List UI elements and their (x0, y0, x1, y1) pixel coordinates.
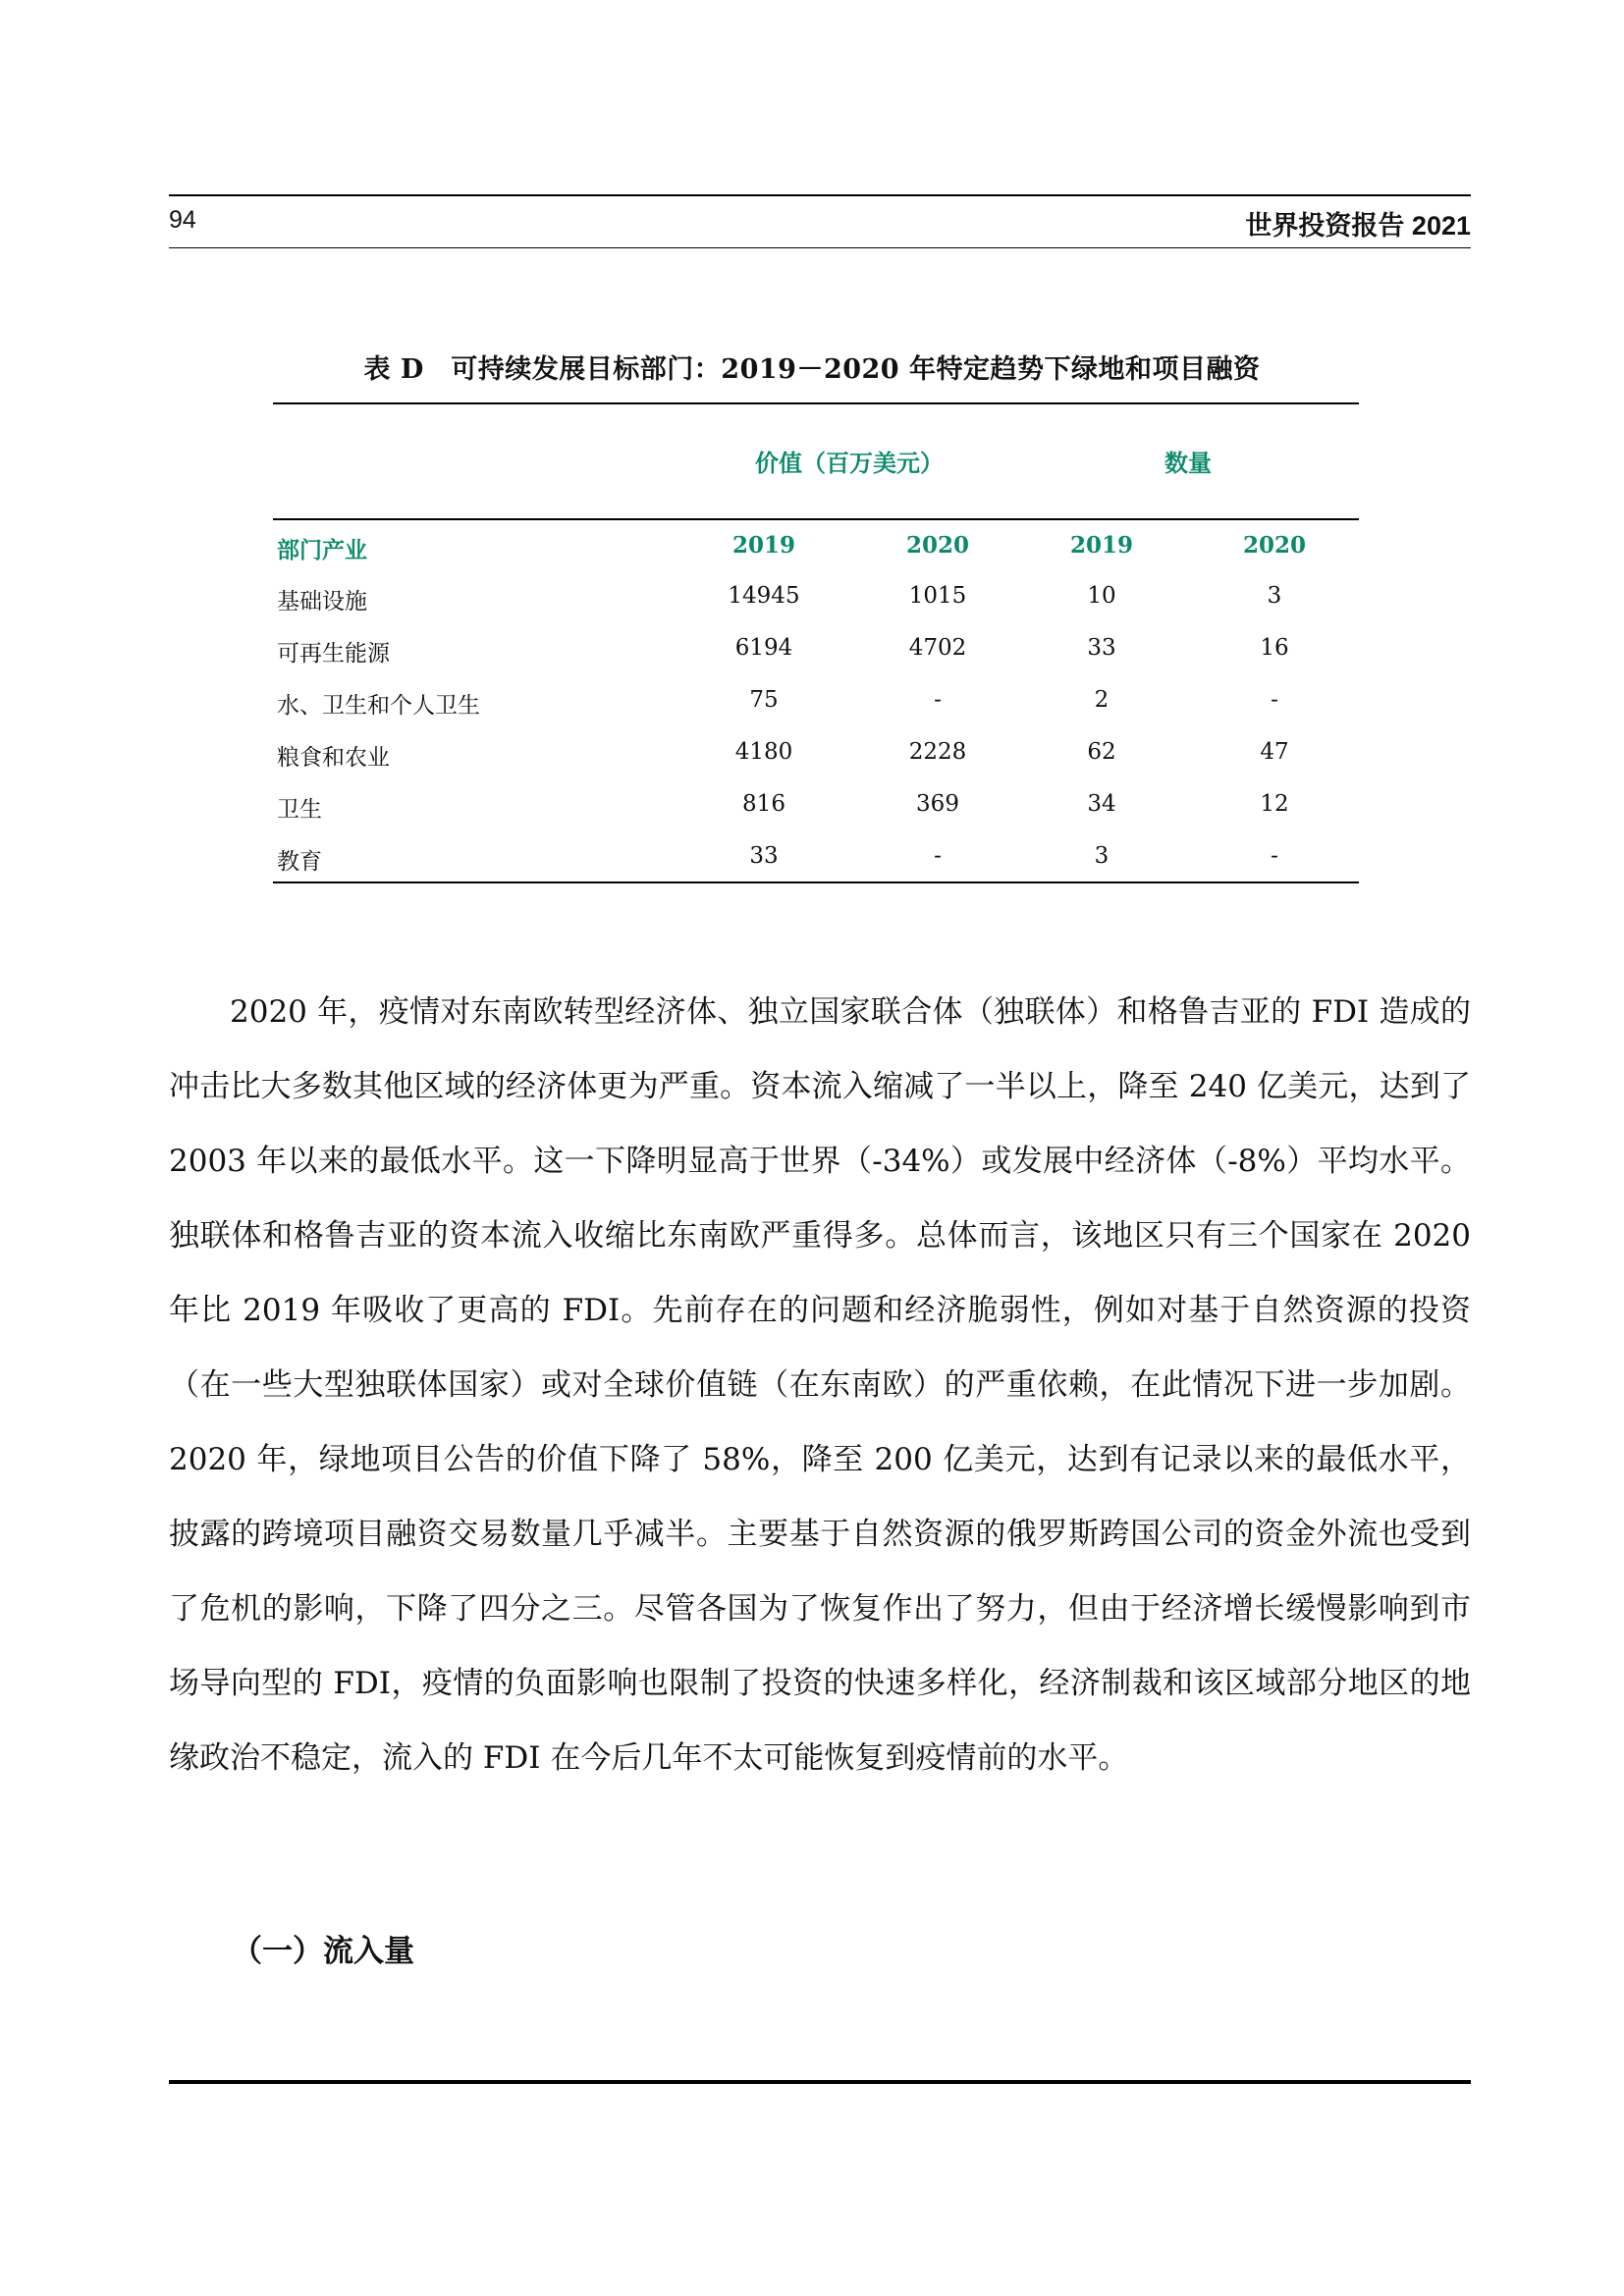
value-2020: 2228 (908, 739, 967, 765)
count-2020: 47 (1260, 739, 1289, 765)
value-2019: 33 (749, 843, 779, 869)
value-2020: - (934, 687, 942, 713)
table-bottom-rule (273, 881, 1359, 883)
column-header-value-2020: 2020 (905, 532, 969, 559)
count-2019: 3 (1094, 843, 1110, 869)
row-label: 卫生 (277, 797, 322, 823)
value-2019: 14945 (728, 583, 800, 609)
count-2020: 16 (1260, 635, 1289, 661)
table-row (0, 843, 1624, 892)
page-number: 94 (169, 206, 196, 234)
row-label: 教育 (277, 849, 322, 875)
count-2020: - (1271, 843, 1278, 869)
count-2019: 62 (1087, 739, 1116, 765)
footer-rule (169, 2080, 1471, 2084)
row-label: 可再生能源 (277, 641, 390, 667)
row-label: 粮食和农业 (277, 745, 390, 771)
column-header-count-2020: 2020 (1242, 532, 1306, 559)
value-2019: 6194 (734, 635, 793, 661)
count-2019: 2 (1094, 687, 1110, 713)
value-2020: 1015 (908, 583, 967, 609)
table-caption: 表 D 可持续发展目标部门：2019－2020 年特定趋势下绿地和项目融资 (363, 354, 1261, 385)
table-row (0, 635, 1624, 684)
table-top-rule (273, 402, 1359, 404)
table-row (0, 687, 1624, 736)
column-header-count-2019: 2019 (1069, 532, 1133, 559)
header-bottom-rule (169, 247, 1471, 248)
value-2019: 816 (742, 791, 785, 817)
column-header-value-2019: 2019 (731, 532, 795, 559)
running-report-title: 世界投资报告 2021 (1245, 211, 1471, 240)
table-header-rule (273, 518, 1359, 520)
value-2019: 4180 (734, 739, 793, 765)
group-header-value: 价值（百万美元） (755, 449, 944, 477)
value-2020: 4702 (908, 635, 967, 661)
count-2020: 12 (1260, 791, 1289, 817)
value-2020: 369 (916, 791, 959, 817)
value-2020: - (934, 843, 942, 869)
count-2019: 33 (1087, 635, 1116, 661)
group-header-count: 数量 (1164, 449, 1212, 477)
count-2020: 3 (1267, 583, 1282, 609)
row-label: 基础设施 (277, 589, 367, 614)
value-2019: 75 (749, 687, 779, 713)
count-2020: - (1271, 687, 1278, 713)
row-label: 水、卫生和个人卫生 (277, 693, 480, 719)
column-header-sector: 部门产业 (277, 537, 367, 563)
count-2019: 10 (1087, 583, 1116, 609)
table-row (0, 791, 1624, 840)
table-row (0, 739, 1624, 788)
count-2019: 34 (1087, 791, 1116, 817)
section-heading: （一）流入量 (232, 1934, 414, 1969)
body-paragraph: 2020 年，疫情对东南欧转型经济体、独立国家联合体（独联体）和格鲁吉亚的 FDI 造成的冲击比大多数其他区域的经济体更为严重。资本流入缩减了一半以上，降至 240 亿美元，达到了 2003 年以来的最低水平。这一下降明显高于世界（-34%）或发展中经济体（-8%）平均水平。独联体和格鲁吉亚的资本流入收缩比东南欧严重得多。总体而言，该地区只有三个国家在 2020 年比 2019 年吸收了更高的 FDI。先前存在的问题和经济脆弱性，例如对基于自然资源的投资（在一些大型独联体国家）或对全球价值链（在东南欧）的严重依赖，在此情况下进一步加剧。2020 年，绿地项目公告的价值下降了 58%，降至 200 亿美元，达到有记录以来的最低水平，披露的跨境项目融资交易数量几乎减半。主要基于自然资源的俄罗斯跨国公司的资金外流也受到了危机的影响，下降了四分之三。尽管各国为了恢复作出了努力，但由于经济增长缓慢影响到市场导向型的 FDI，疫情的负面影响也限制了投资的快速多样化，经济制裁和该区域部分地区的地缘政治不稳定，流入的 FDI 在今后几年不太可能恢复到疫情前的水平。 (169, 994, 1471, 1776)
header-top-rule (169, 194, 1471, 196)
table-row (0, 583, 1624, 632)
